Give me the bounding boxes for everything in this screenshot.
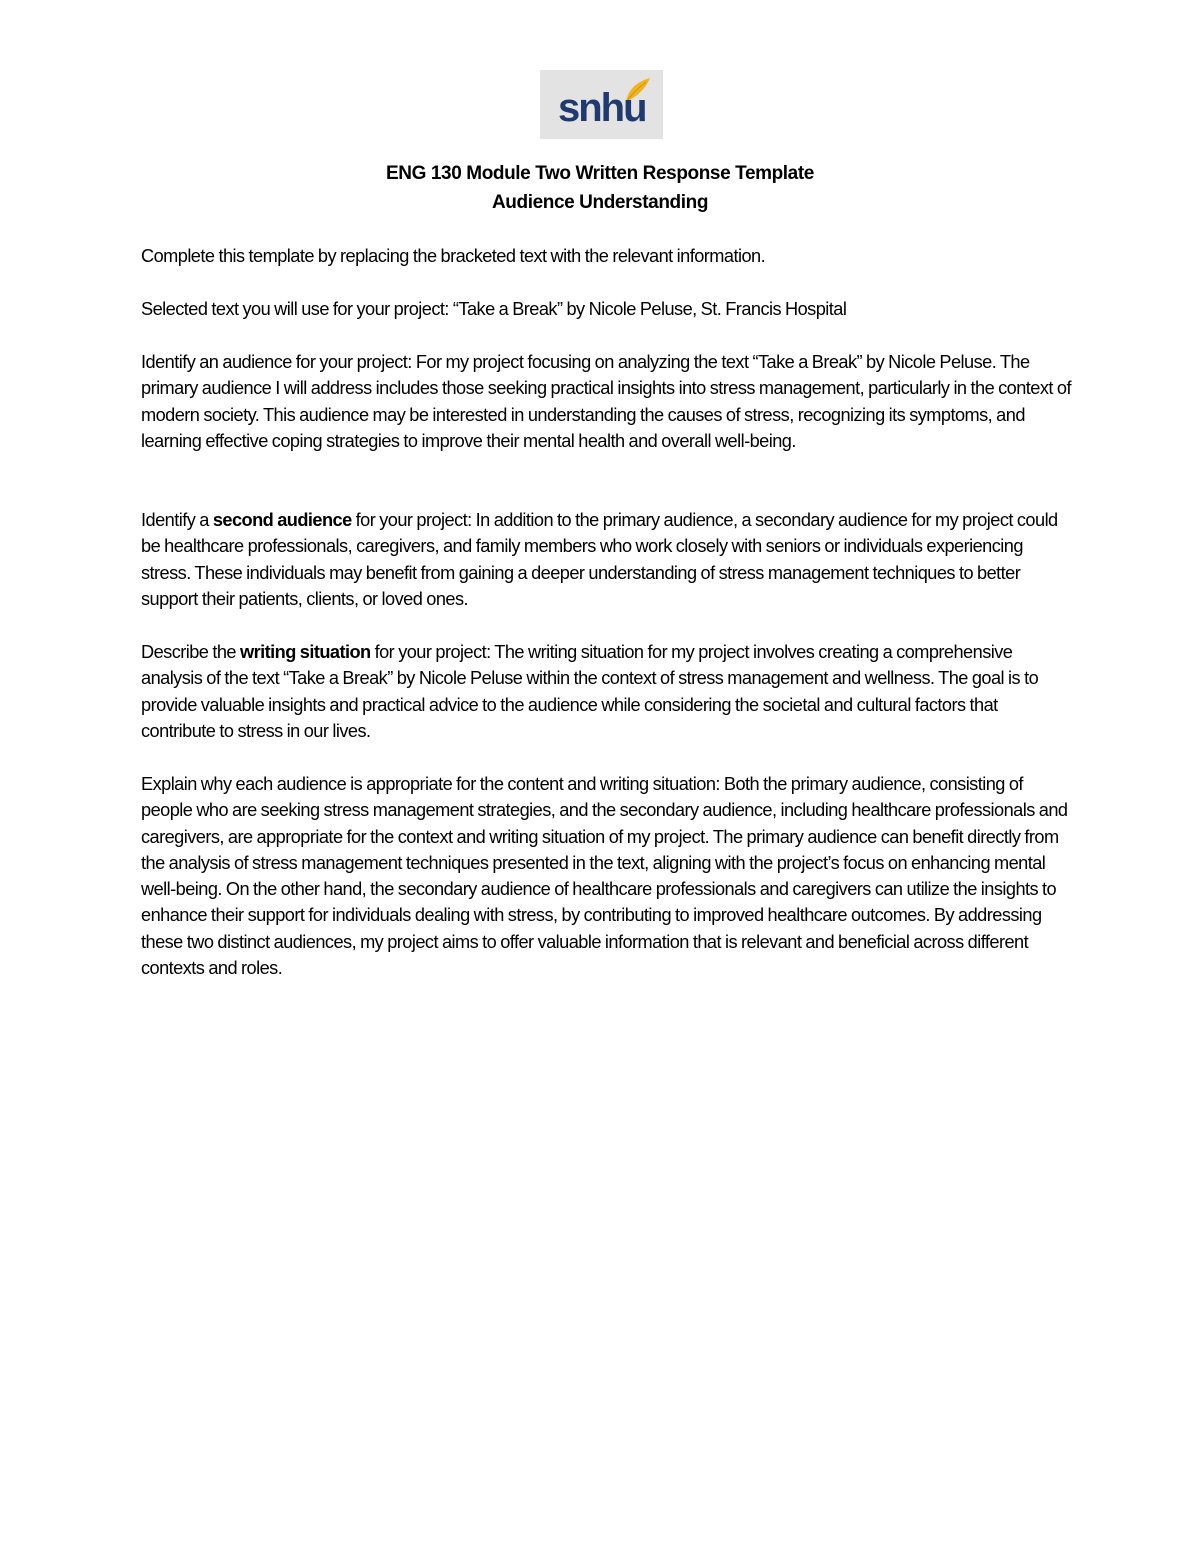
writing-situation-label-bold: writing situation [240,642,371,662]
snhu-logo [540,70,663,139]
selected-text-value: “Take a Break” by Nicole Peluse, St. Francis Hospital [448,299,847,319]
explanation-section [141,771,1071,981]
logo-text: snhu [558,86,646,130]
explanation-label: Explain why each audience is appropriate for the content and writing situation: [141,774,720,794]
writing-situation-label-post: for your project: [370,642,491,662]
second-audience-label-pre: Identify a [141,510,213,530]
writing-situation-label-pre: Describe the [141,642,241,662]
selected-text-label: Selected text you will use for your project: [141,299,449,319]
second-audience-section [141,507,1071,612]
writing-situation-section [141,639,1071,744]
selected-text-section [141,296,1071,322]
second-audience-value: In addition to the primary audience, a secondary audience for my project could be healthcare professionals, caregivers, and family members who work closely with seniors or individuals experiencing stress. These individuals may benefit from gaining a deeper understanding of stress management techniques to better support their patients, clients, or loved ones. [141,510,1058,609]
second-audience-label-post: for your project: [351,510,472,530]
instructions: Complete this template by replacing the bracketed text with the relevant information. [141,246,766,266]
writing-situation-value: The writing situation for my project involves creating a comprehensive analysis of the text “Take a Break” by Nicole Peluse within the context of stress management and wellness. The goal is to provide valuable insights and practical advice to the audience while considering the societal and cultural factors that contribute to stress in our lives. [141,642,1039,741]
primary-audience-label: Identify an audience for your project: [141,352,412,372]
primary-audience-value: For my project focusing on analyzing the text “Take a Break” by Nicole Peluse. The primary audience I will address includes those seeking practical insights into stress management, particularly in the context of modern society. This audience may be interested in understanding the causes of stress, recognizing its symptoms, and learning effective coping strategies to improve their mental health and overall well-being. [141,352,1071,451]
document-subtitle: Audience Understanding [491,192,709,213]
explanation-value: Both the primary audience, consisting of people who are seeking stress management strategies, and the secondary audience, including healthcare professionals and caregivers, are appropriate for the context and writing situation of my project. The primary audience can benefit directly from the analysis of stress management techniques presented in the text, aligning with the project’s focus on enhancing mental well-being. On the other hand, the secondary audience of healthcare professionals and caregivers can utilize the insights to enhance their support for individuals dealing with stress, by contributing to improved healthcare outcomes. By addressing these two distinct audiences, my project aims to offer valuable information that is relevant and beneficial across different contexts and roles. [141,774,1068,979]
document-title: ENG 130 Module Two Written Response Template [386,163,814,184]
primary-audience-section [141,349,1071,454]
second-audience-label-bold: second audience [212,510,352,530]
